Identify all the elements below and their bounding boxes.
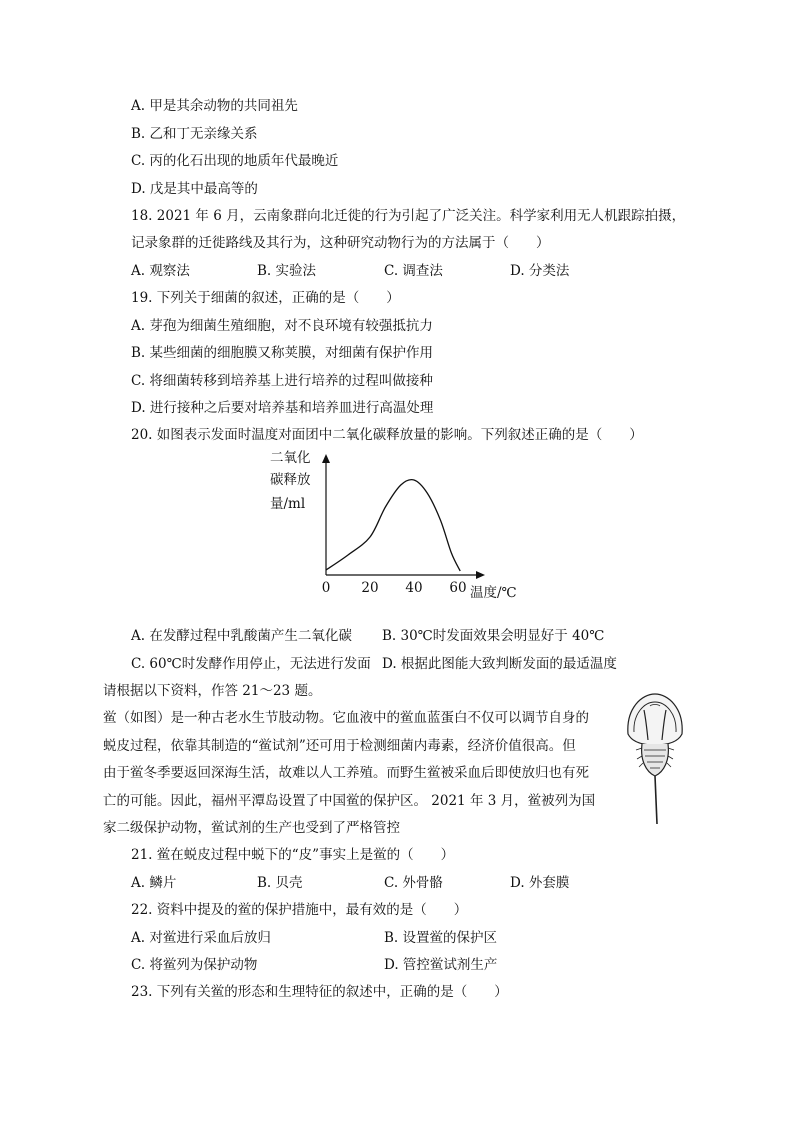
q20-option-b: B. 30℃时发面效果会明显好于 40℃ bbox=[382, 628, 605, 644]
q18-stem-line2: 记录象群的迁徙路线及其行为，这种研究动物行为的方法属于（ ） bbox=[131, 235, 550, 251]
q22-option-c: C. 将鲎列为保护动物 bbox=[131, 957, 258, 973]
x-tick-label: 60 bbox=[449, 580, 467, 596]
chart-xlabel: 温度/℃ bbox=[470, 585, 517, 601]
q18-option-c: C. 调查法 bbox=[384, 263, 443, 279]
chart-ylabel-line3: 量/ml bbox=[270, 496, 306, 512]
q21-option-b: B. 贝壳 bbox=[257, 875, 303, 891]
q21-option-a: A. 鳞片 bbox=[131, 875, 177, 891]
q22-stem: 22. 资料中提及的鲎的保护措施中，最有效的是（ ） bbox=[131, 902, 468, 918]
q17-option-a: A. 甲是其余动物的共同祖先 bbox=[131, 98, 298, 114]
reading-line-1: 鲎（如图）是一种古老水生节肢动物。它血液中的鲎血蓝蛋白不仅可以调节自身的 bbox=[103, 710, 589, 726]
q19-option-d: D. 进行接种之后要对培养基和培养皿进行高温处理 bbox=[131, 400, 434, 416]
q17-option-b: B. 乙和丁无亲缘关系 bbox=[131, 126, 258, 142]
co2-release-curve bbox=[326, 480, 460, 571]
chart-y-axis-arrow bbox=[322, 454, 330, 463]
reading-line-5: 家二级保护动物，鲎试剂的生产也受到了严格管控 bbox=[103, 820, 400, 836]
q18-stem-line1: 18. 2021 年 6 月，云南象群向北迁徙的行为引起了广泛关注。科学家利用无人机跟踪拍摄， bbox=[131, 208, 686, 224]
q22-option-d: D. 管控鲎试剂生产 bbox=[384, 957, 498, 973]
chart-ylabel-line2: 碳释放 bbox=[270, 472, 311, 488]
q18-option-a: A. 观察法 bbox=[131, 263, 190, 279]
reading-intro: 请根据以下资料，作答 21～23 题。 bbox=[103, 683, 322, 699]
q20-option-c: C. 60℃时发酵作用停止，无法进行发面 bbox=[131, 656, 371, 672]
q21-option-d: D. 外套膜 bbox=[510, 875, 570, 891]
q17-option-d: D. 戊是其中最高等的 bbox=[131, 181, 258, 197]
reading-line-4: 亡的可能。因此，福州平潭岛设置了中国鲎的保护区。 2021 年 3 月，鲎被列为国 bbox=[103, 793, 596, 809]
q19-option-c: C. 将细菌转移到培养基上进行培养的过程叫做接种 bbox=[131, 373, 433, 389]
x-tick-label: 40 bbox=[405, 580, 423, 596]
q21-stem: 21. 鲎在蜕皮过程中蜕下的“皮”事实上是鲎的（ ） bbox=[131, 847, 455, 863]
x-tick-label: 0 bbox=[321, 580, 331, 596]
q19-option-a: A. 芽孢为细菌生殖细胞，对不良环境有较强抵抗力 bbox=[131, 318, 433, 334]
q18-option-d: D. 分类法 bbox=[510, 263, 570, 279]
q17-option-c: C. 丙的化石出现的地质年代最晚近 bbox=[131, 153, 339, 169]
reading-line-3: 由于鲎冬季要返回深海生活，故难以人工养殖。而野生鲎被采血后即使放归也有死 bbox=[103, 765, 589, 781]
q19-option-b: B. 某些细菌的细胞膜又称荚膜，对细菌有保护作用 bbox=[131, 345, 434, 361]
horseshoe-crab-illustration bbox=[620, 690, 690, 830]
reading-line-2: 蜕皮过程，依靠其制造的“鲎试剂”还可用于检测细菌内毒素，经济价值很高。但 bbox=[103, 738, 576, 754]
x-tick-label: 20 bbox=[361, 580, 379, 596]
q18-option-b: B. 实验法 bbox=[257, 263, 317, 279]
q22-option-b: B. 设置鲎的保护区 bbox=[384, 930, 498, 946]
q22-option-a: A. 对鲎进行采血后放归 bbox=[131, 930, 271, 946]
q21-option-c: C. 外骨骼 bbox=[384, 875, 443, 891]
q20-stem: 20. 如图表示发面时温度对面团中二氧化碳释放量的影响。下列叙述正确的是（ ） bbox=[131, 427, 643, 443]
co2-temperature-chart bbox=[262, 450, 532, 610]
chart-x-axis-arrow bbox=[476, 571, 485, 579]
chart-ylabel-line1: 二氧化 bbox=[270, 450, 311, 466]
q23-stem: 23. 下列有关鲎的形态和生理特征的叙述中，正确的是（ ） bbox=[131, 984, 508, 1000]
q20-option-d: D. 根据此图能大致判断发面的最适温度 bbox=[382, 656, 617, 672]
q20-option-a: A. 在发酵过程中乳酸菌产生二氧化碳 bbox=[131, 628, 352, 644]
q19-stem: 19. 下列关于细菌的叙述，正确的是（ ） bbox=[131, 290, 400, 306]
